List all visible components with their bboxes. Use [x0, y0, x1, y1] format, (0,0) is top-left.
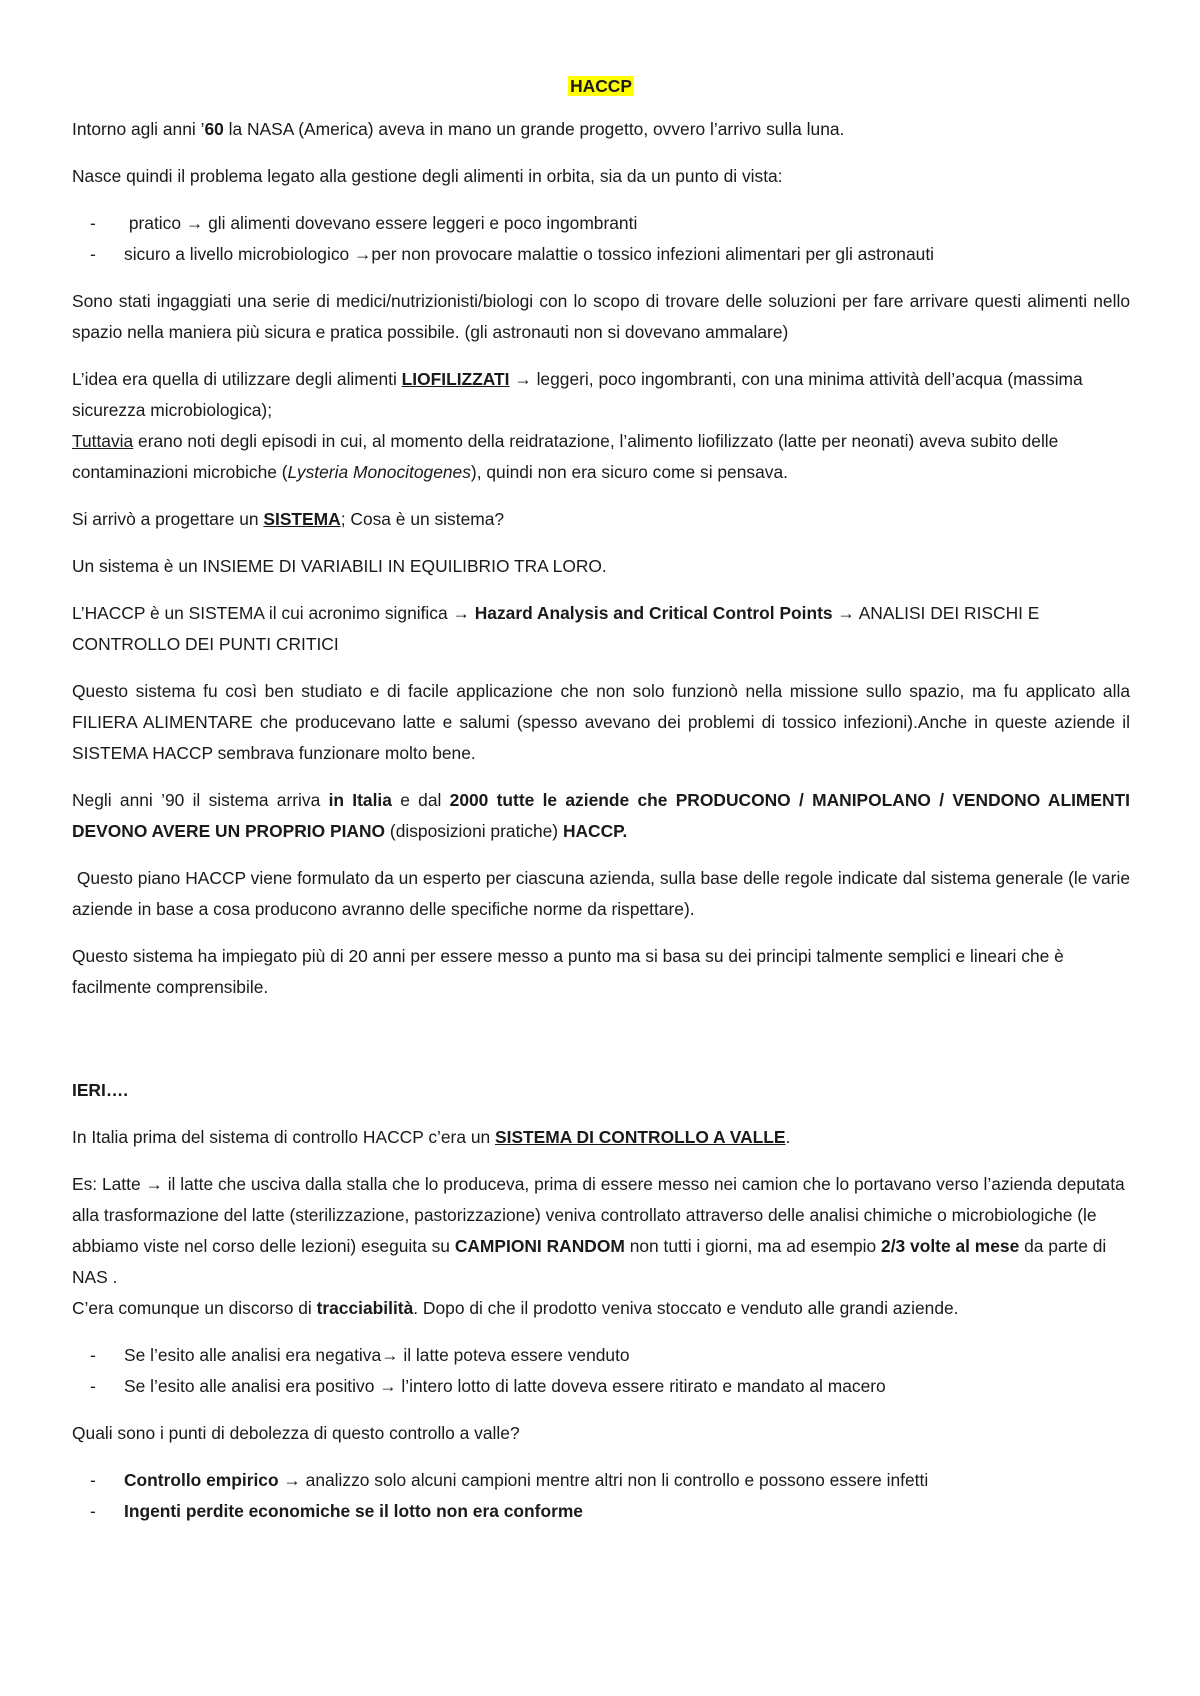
dash-bullet: -	[90, 1470, 96, 1490]
list-item	[72, 1465, 1130, 1496]
list-item	[72, 1340, 1130, 1371]
dash-bullet: -	[90, 244, 96, 264]
paragraph-piano-haccp: Questo piano HACCP viene formulato da un esperto per ciascuna azienda, sulla base delle regole indicate dal sistema generale (le varie aziende in base a cosa producono avranno delle specifiche norme da rispettare).	[72, 868, 1130, 919]
document-page	[72, 62, 1130, 1543]
paragraph-controllo-valle: In Italia prima del sistema di controllo HACCP c’era un SISTEMA DI CONTROLLO A VALLE.	[72, 1127, 791, 1147]
paragraph-esempio-latte: Es: Latte → il latte che usciva dalla stalla che lo produceva, prima di essere messo nei camion che lo portavano verso l’azienda deputata alla trasformazione del latte (sterilizzazione, pastorizzazione) veniva controllato attraverso delle analisi chimiche o microbiologiche (le abbiamo viste nel corso delle lezioni) eseguita su CAMPIONI RANDOM non tutti i giorni, ma ad esempio 2/3 volte al mese da parte di NAS .	[72, 1174, 1125, 1287]
paragraph-liofilizzati: L’idea era quella di utilizzare degli alimenti LIOFILIZZATI → leggeri, poco ingombranti, con una minima attività dell’acqua (massima sicurezza microbiologica);	[72, 369, 1083, 420]
page-title: HACCP	[570, 76, 632, 96]
section-heading-ieri: IERI….	[72, 1080, 129, 1100]
paragraph-experts: Sono stati ingaggiati una serie di medici/nutrizionisti/biologi con lo scopo di trovare delle soluzioni per fare arrivare questi alimenti nello spazio nella maniera più sicura e pratica possibile. (gli astronauti non si dovevano ammalare)	[72, 291, 1130, 342]
list-esiti	[72, 1340, 1130, 1402]
list-item-text: pratico → gli alimenti dovevano essere leggeri e poco ingombranti	[124, 213, 638, 233]
spacer	[72, 1019, 1130, 1075]
list-item-text: sicuro a livello microbiologico →per non provocare malattie o tossico infezioni alimentari per gli astronauti	[124, 244, 935, 264]
paragraph-italia-2000: Negli anni ’90 il sistema arriva in Italia e dal 2000 tutte le aziende che PRODUCONO / MANIPOLANO / VENDONO ALIMENTI DEVONO AVERE UN PROPRIO PIANO (disposizioni pratiche) HACCP.	[72, 790, 1130, 841]
list-item	[72, 239, 1130, 270]
list-item	[72, 208, 1130, 239]
list-item-text: Se l’esito alle analisi era positivo → l’intero lotto di latte doveva essere ritirato e mandato al macero	[124, 1376, 886, 1396]
paragraph-sistema: Si arrivò a progettare un SISTEMA; Cosa è un sistema?	[72, 509, 505, 529]
dash-bullet: -	[90, 213, 96, 233]
dash-bullet: -	[90, 1345, 96, 1365]
list-debolezze	[72, 1465, 1130, 1527]
paragraph-tracciabilita: C’era comunque un discorso di tracciabilità. Dopo di che il prodotto veniva stoccato e venduto alle grandi aziende.	[72, 1298, 959, 1318]
paragraph-nasa-intro: Intorno agli anni ’60 la NASA (America) aveva in mano un grande progetto, ovvero l’arrivo sulla luna.	[72, 119, 845, 139]
list-item	[72, 1496, 1130, 1527]
list-item-text: Ingenti perdite economiche se il lotto non era conforme	[124, 1501, 583, 1521]
dash-bullet: -	[90, 1501, 96, 1521]
paragraph-debolezza: Quali sono i punti di debolezza di questo controllo a valle?	[72, 1423, 520, 1443]
dash-bullet: -	[90, 1376, 96, 1396]
list-viewpoints	[72, 208, 1130, 270]
list-item-text: Se l’esito alle analisi era negativa→ il latte poteva essere venduto	[124, 1345, 630, 1365]
paragraph-problem: Nasce quindi il problema legato alla gestione degli alimenti in orbita, sia da un punto di vista:	[72, 166, 783, 186]
paragraph-20-anni: Questo sistema ha impiegato più di 20 anni per essere messo a punto ma si basa su dei principi talmente semplici e lineari che è facilmente comprensibile.	[72, 946, 1064, 997]
paragraph-haccp-acronym: L’HACCP è un SISTEMA il cui acronimo significa → Hazard Analysis and Critical Control Points → ANALISI DEI RISCHI E CONTROLLO DEI PUNTI CRITICI	[72, 603, 1040, 654]
list-item	[72, 1371, 1130, 1402]
paragraph-tuttavia: Tuttavia erano noti degli episodi in cui, al momento della reidratazione, l’alimento liofilizzato (latte per neonati) aveva subito delle contaminazioni microbiche (Lysteria Monocitogenes), quindi non era sicuro come si pensava.	[72, 431, 1059, 482]
title-line	[72, 74, 1130, 98]
paragraph-sistema-definition: Un sistema è un INSIEME DI VARIABILI IN EQUILIBRIO TRA LORO.	[72, 556, 607, 576]
list-item-text: Controllo empirico → analizzo solo alcuni campioni mentre altri non li controllo e possono essere infetti	[124, 1470, 929, 1490]
paragraph-filiera: Questo sistema fu così ben studiato e di facile applicazione che non solo funzionò nella missione sullo spazio, ma fu applicato alla FILIERA ALIMENTARE che producevano latte e salumi (spesso avevano dei problemi di tossico infezioni).Anche in queste aziende il SISTEMA HACCP sembrava funzionare molto bene.	[72, 681, 1130, 763]
